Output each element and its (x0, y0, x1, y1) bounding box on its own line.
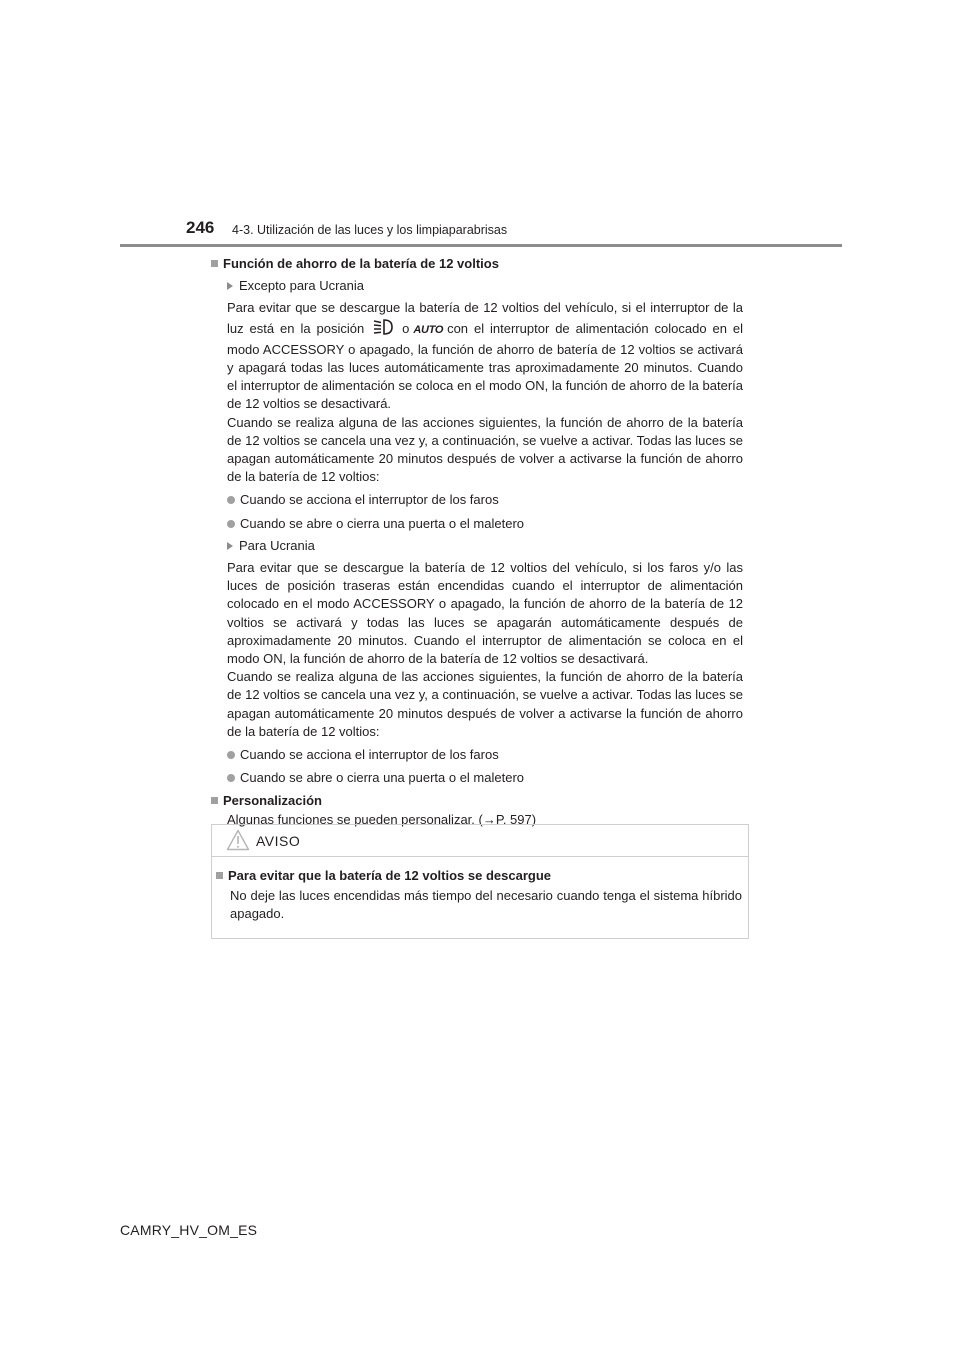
subheading-text: Excepto para Ucrania (239, 278, 365, 294)
triangle-bullet-icon (227, 282, 233, 290)
page-number: 246 (186, 218, 215, 237)
list-item-text: Cuando se acciona el interruptor de los faros (240, 492, 499, 508)
warning-triangle-icon (226, 829, 250, 856)
document-code: CAMRY_HV_OM_ES (120, 1222, 258, 1238)
warning-label: AVISO (256, 833, 301, 849)
subheading-except-ukraine (227, 277, 743, 295)
circle-bullet-icon (227, 751, 235, 759)
header-divider (120, 244, 842, 247)
circle-bullet-icon (227, 496, 235, 504)
paragraph-text: Cuando se realiza alguna de las acciones siguientes, la función de ahorro de la batería de 12 voltios se cancela una vez y, a continuación, se vuelve a activar. Todas las luces se apagan automáticamente 20 minutos después de volver a activarse la función de ahorro de la batería de 12 voltios: (227, 669, 743, 739)
list-item-text: Cuando se abre o cierra una puerta o el maletero (240, 515, 525, 531)
list-item-text: Cuando se acciona el interruptor de los faros (240, 747, 499, 763)
triangle-bullet-icon (227, 542, 233, 550)
paragraph (227, 299, 743, 486)
warning-box (211, 824, 749, 939)
paragraph-text: con el interruptor de alimentación colocado en el modo ACCESSORY o apagado, la función de ahorro de batería de 12 voltios se activará y apagará todas las luces automáticamente tras aproximadamente 20 minutos. Cuando el interruptor de alimentación se coloca en el modo ON, la función de ahorro de la batería de 12 voltios se desactivará. (227, 320, 743, 412)
warning-heading-text: Para evitar que la batería de 12 voltios se descargue (228, 868, 551, 883)
headlight-icon (370, 318, 396, 341)
warning-text: No deje las luces encendidas más tiempo del necesario cuando tenga el sistema híbrido apagado. (230, 888, 742, 922)
square-bullet-icon (211, 260, 218, 267)
section-heading-customization (211, 792, 743, 810)
circle-bullet-icon (227, 774, 235, 782)
conjunction-text: o (402, 320, 410, 336)
square-bullet-icon (216, 872, 223, 879)
square-bullet-icon (211, 797, 218, 804)
subheading-ukraine (227, 537, 743, 555)
warning-body (216, 867, 742, 924)
section-heading-text: Personalización (223, 793, 322, 809)
list-item (227, 515, 743, 533)
cross-reference-text: Algunas funciones se pueden personalizar. (→P. 597) (227, 811, 537, 827)
main-content (211, 255, 743, 829)
paragraph-text: Para evitar que se descargue la batería de 12 voltios del vehículo, si el interruptor de la luz está en la posición (227, 300, 743, 336)
subheading-text: Para Ucrania (239, 537, 315, 553)
list-item (227, 769, 743, 787)
warning-heading (216, 867, 742, 885)
section-heading-battery-saver (211, 255, 743, 273)
list-item (227, 491, 743, 509)
list-item-text: Cuando se abre o cierra una puerta o el maletero (240, 770, 525, 786)
paragraph-text: Para evitar que se descargue la batería de 12 voltios del vehículo, si los faros y/o las luces de posición traseras están encendidas cuando el interruptor de alimentación colocado en el modo ACCESSORY o apagado, la función de ahorro de la batería de 12 voltios se activará y todas las luces se apagarán automáticamente después de aproximadamente 20 minutos. Cuando el interruptor de alimentación se coloca en el modo ON, la función de ahorro de la batería de 12 voltios se desactivará. (227, 560, 743, 667)
section-heading-text: Función de ahorro de la batería de 12 voltios (223, 256, 499, 271)
list-item (227, 746, 743, 764)
chapter-title: 4-3. Utilización de las luces y los limpiaparabrisas (232, 223, 508, 237)
warning-header (212, 825, 748, 857)
circle-bullet-icon (227, 520, 235, 528)
warning-paragraph (230, 887, 742, 923)
auto-icon: AUTO (413, 323, 444, 336)
paragraph (227, 559, 743, 741)
paragraph-text: Cuando se realiza alguna de las acciones siguientes, la función de ahorro de la batería de 12 voltios se cancela una vez y, a continuación, se vuelve a activar. Todas las luces se apagan automáticamente 20 minutos después de volver a activarse la función de ahorro de la batería de 12 voltios: (227, 414, 743, 485)
